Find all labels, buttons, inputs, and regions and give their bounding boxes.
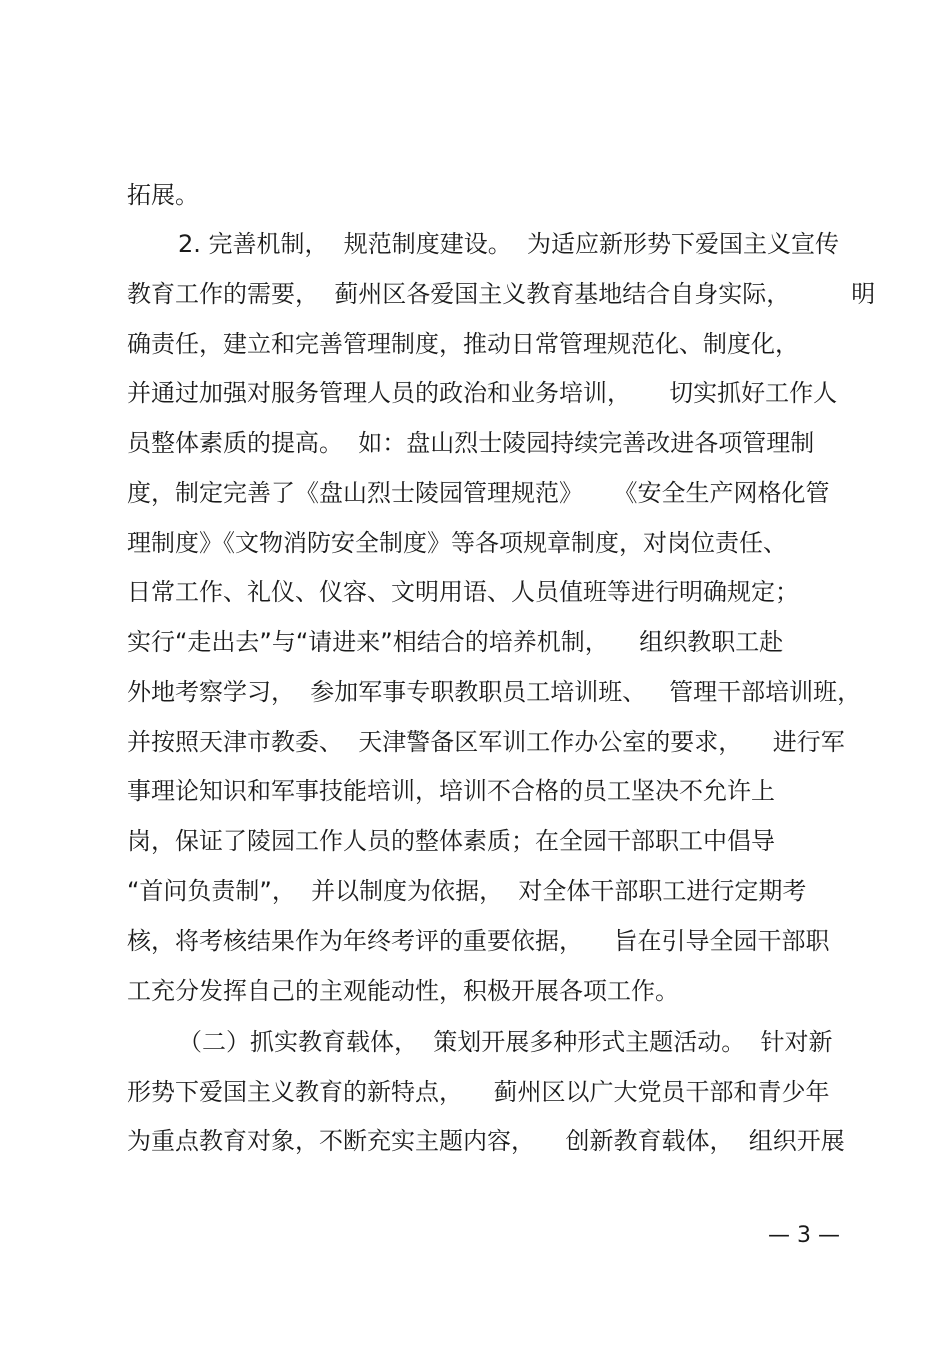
text-line-5: 并通过加强对服务管理人员的政治和业务培训， 切实抓好工作人 [127, 379, 838, 407]
text-line-4: 确责任，建立和完善管理制度，推动日常管理规范化、制度化， [127, 330, 799, 358]
text-line-14: 岗，保证了陵园工作人员的整体素质；在全园干部职工中倡导 [127, 827, 775, 855]
text-line-3: 教育工作的需要， 蓟州区各爱国主义教育基地结合自身实际， 明 [127, 280, 876, 308]
text-line-11: 外地考察学习， 参加军事专职教职员工培训班、 管理干部培训班， [127, 678, 862, 706]
text-line-16: 核，将考核结果作为年终考评的重要依据， 旨在引导全园干部职 [127, 927, 830, 955]
text-line-18: （二）抓实教育载体， 策划开展多种形式主题活动。 针对新 [178, 1028, 833, 1056]
text-line-20: 为重点教育对象，不断充实主题内容， 创新教育载体， 组织开展 [127, 1127, 845, 1155]
text-line-7: 度，制定完善了《盘山烈士陵园管理规范》 《安全生产网格化管 [127, 479, 830, 507]
text-line-9: 日常工作、礼仪、仪容、文明用语、人员值班等进行明确规定； [127, 578, 799, 606]
text-line-17: 工充分发挥自己的主观能动性，积极开展各项工作。 [127, 977, 679, 1005]
text-line-2: 2. 完善机制， 规范制度建设。 为适应新形势下爱国主义宣传 [178, 230, 840, 258]
text-line-13: 事理论知识和军事技能培训，培训不合格的员工坚决不允许上 [127, 777, 775, 805]
text-line-1: 拓展。 [127, 181, 199, 209]
text-line-10: 实行“走出去”与“请进来”相结合的培养机制， 组织教职工赴 [127, 628, 784, 656]
text-line-12: 并按照天津市教委、 天津警备区军训工作办公室的要求， 进行军 [127, 728, 845, 756]
text-line-19: 形势下爱国主义教育的新特点， 蓟州区以广大党员干部和青少年 [127, 1078, 830, 1106]
text-line-15: “首问负责制”， 并以制度为依据， 对全体干部职工进行定期考 [127, 877, 807, 905]
text-line-8: 理制度》《文物消防安全制度》等各项规章制度，对岗位责任、 [127, 529, 787, 557]
page-number: — 3 — [768, 1223, 840, 1248]
text-line-6: 员整体素质的提高。 如：盘山烈士陵园持续完善改进各项管理制 [127, 429, 815, 457]
